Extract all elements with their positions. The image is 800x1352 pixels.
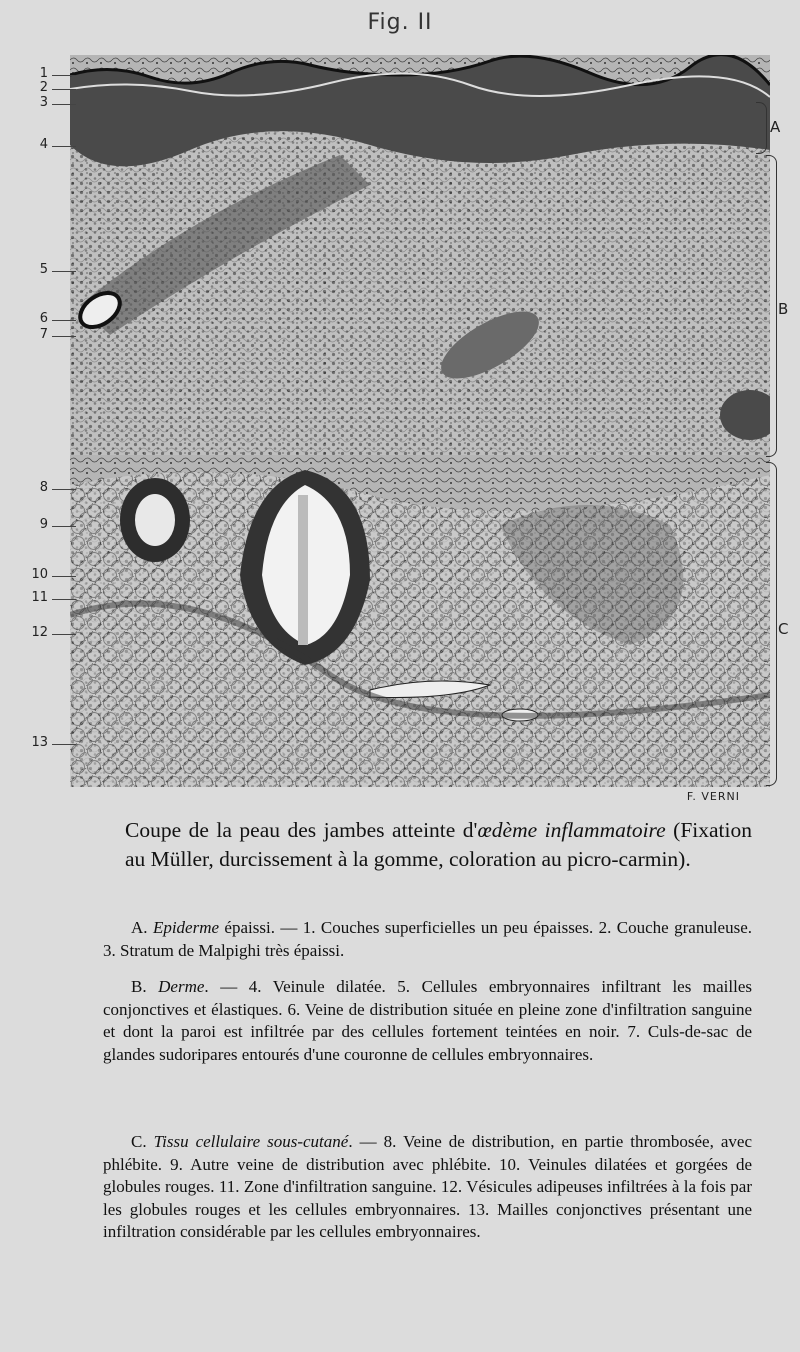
- artist-signature: F. VERNI: [686, 790, 740, 803]
- legend-c-letter: C.: [131, 1132, 147, 1151]
- legend-a-term: Epiderme: [152, 918, 220, 937]
- label-2: 2: [39, 80, 48, 95]
- label-7: 7: [39, 327, 48, 342]
- leader-line: [52, 271, 76, 272]
- label-13: 13: [31, 735, 48, 750]
- label-3: 3: [39, 95, 48, 110]
- leader-line: [52, 89, 76, 90]
- legend-b: [103, 976, 752, 1066]
- leader-line: [52, 744, 76, 745]
- legend-a: [103, 917, 752, 962]
- label-1: 1: [39, 66, 48, 81]
- label-9: 9: [39, 517, 48, 532]
- label-8: 8: [39, 480, 48, 495]
- legend-a-letter: A.: [131, 918, 148, 937]
- leader-line: [52, 599, 76, 600]
- bracket-c: [766, 462, 777, 786]
- caption-text-1: Coupe de la peau des jambes atteinte d': [125, 818, 478, 842]
- leader-line: [52, 634, 76, 635]
- leader-line: [52, 320, 76, 321]
- legend-b-text: . — 4. Veinule dilatée. 5. Cellules embryonnaires infiltrant les mailles conjonctives et élastiques. 6. Veine de distribution située en pleine zone d'infiltration sanguine et dont la paroi est infiltrée par des cellules fortement teintées en noir. 7. Culs-de-sac de glandes sudoripares entourés d'une couronne de cellules embryonnaires.: [103, 977, 752, 1064]
- section-label-b: B: [778, 300, 789, 318]
- bracket-b: [766, 155, 777, 457]
- section-label-c: C: [778, 620, 789, 638]
- figure-title: Fig. II: [367, 10, 433, 35]
- bracket-a: [756, 102, 767, 154]
- section-label-a: A: [770, 118, 781, 136]
- caption-italic: œdème inflammatoire: [477, 818, 666, 842]
- leader-line: [52, 336, 76, 337]
- label-5: 5: [39, 262, 48, 277]
- legend-c-term: Tissu cellulaire sous-cutané: [153, 1132, 349, 1151]
- label-11: 11: [31, 590, 48, 605]
- label-6: 6: [39, 311, 48, 326]
- legend-b-letter: B.: [131, 977, 147, 996]
- leader-line: [52, 75, 76, 76]
- label-12: 12: [31, 625, 48, 640]
- label-10: 10: [31, 567, 48, 582]
- leader-line: [52, 104, 76, 105]
- histology-illustration: [70, 55, 770, 787]
- leader-line: [52, 489, 76, 490]
- legend-c-text: . — 8. Veine de distribution, en partie thrombosée, avec phlébite. 9. Autre veine de distribution avec phlébite. 10. Veinules dilatées et gorgées de globules rouges. 11. Zone d'infiltration sanguine. 12. Vésicules adipeuses infiltrées à la fois par les globules rouges et les cellules embryonnaires. 13. Mailles conjonctives présentant une infiltration considérable par les cellules embryonnaires.: [103, 1132, 753, 1241]
- legend-b-term: Derme: [158, 977, 205, 996]
- label-4: 4: [39, 137, 48, 152]
- legend-c: [103, 1131, 752, 1244]
- leader-line: [52, 526, 76, 527]
- leader-line: [52, 576, 76, 577]
- leader-line: [52, 146, 76, 147]
- figure-caption: [125, 816, 752, 874]
- caption-text-2: (Fixation au Müller, durcissement à la gomme, coloration au picro-carmin).: [125, 818, 752, 871]
- legend-a-text: épaissi. — 1. Couches superficielles un peu épaisses. 2. Couche granuleuse. 3. Stratum de Malpighi très épaissi.: [103, 918, 752, 960]
